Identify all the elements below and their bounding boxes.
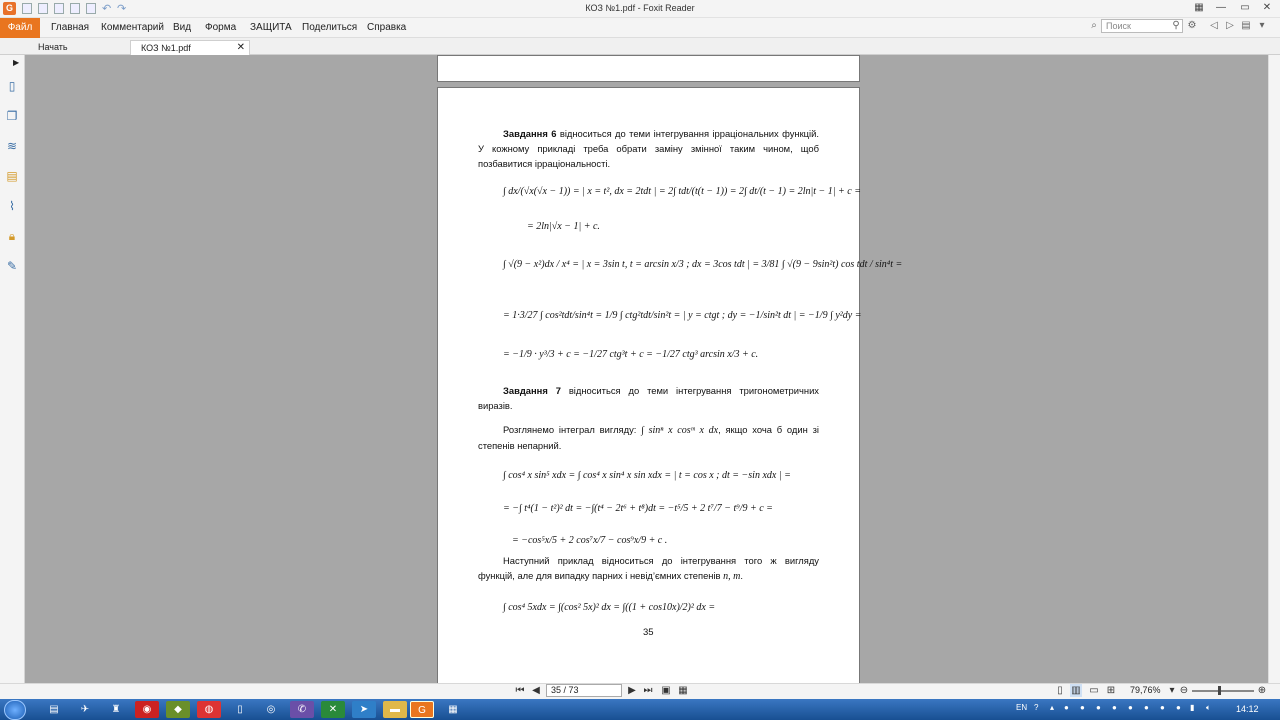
equation-5: ∫ cos⁴ x sin⁵ xdx = ∫ cos⁴ x sin⁴ x sin xdx = | t = cos x ; dt = −sin xdx | = xyxy=(503,470,791,481)
lock-icon[interactable]: 🔒︎ xyxy=(8,229,16,243)
view-mode-icon[interactable]: ▣ xyxy=(661,685,671,696)
show-hidden-icons[interactable]: ▴ xyxy=(1050,703,1055,712)
equation-2: ∫ √(9 − x²)dx / x⁴ = | x = 3sin t, t = arcsin x/3 ; dx = 3cos tdt | = 3/81 ∫ √(9 − 9sin²t) cos tdt / sin⁴t = xyxy=(503,259,903,270)
gear-icon[interactable]: ⚙ xyxy=(1187,20,1197,31)
close-tab-icon[interactable]: ✕ xyxy=(236,42,245,53)
page-number: 35 xyxy=(643,627,654,638)
tray-icon-3[interactable]: ● xyxy=(1096,703,1101,712)
task6-heading: Завдання 6 xyxy=(503,128,557,139)
menu-help[interactable]: Справка xyxy=(367,22,407,33)
task6-text: відноситься до теми інтегрування ірраціональних функцій. У кожному прикладі треба обрати заміну змінної таким чином, щоб позбавитися ірраціональності. xyxy=(478,128,819,169)
equation-7: = −cos⁵x/5 + 2 cos⁷x/7 − cos⁹x/9 + c . xyxy=(512,535,668,546)
next-example-paragraph xyxy=(478,553,819,584)
zoom-in-icon[interactable]: ⊕ xyxy=(1257,685,1267,696)
tray-icon-5[interactable]: ● xyxy=(1128,703,1133,712)
next-example-end: . xyxy=(740,570,743,581)
explorer-taskbar-icon[interactable]: ▤ xyxy=(49,704,59,715)
volume-icon[interactable]: 🔈︎ xyxy=(1206,703,1211,712)
last-page-icon[interactable]: ⏭ xyxy=(643,685,653,696)
telegram-taskbar-icon[interactable]: ➤ xyxy=(352,701,376,718)
document-taskbar-icon[interactable]: ▯ xyxy=(237,704,243,715)
single-page-icon[interactable]: ▯ xyxy=(1057,685,1063,696)
integral-form-paragraph xyxy=(478,422,819,453)
expand-panel-icon[interactable]: ▶ xyxy=(13,58,20,67)
zoom-slider[interactable] xyxy=(1192,690,1254,692)
app-taskbar-icon[interactable]: ◆ xyxy=(166,701,190,718)
page-number-input[interactable]: 35 / 73 xyxy=(546,684,622,697)
tray-icon-4[interactable]: ● xyxy=(1112,703,1117,712)
signature-icon[interactable]: ✎ xyxy=(6,259,18,273)
next-page-icon[interactable]: ▶ xyxy=(628,685,636,696)
pin-taskbar-icon[interactable]: ✈ xyxy=(80,704,90,715)
tray-icon-1[interactable]: ● xyxy=(1064,703,1069,712)
integral-form-text-a: Розглянемо інтеграл вигляду: xyxy=(503,424,637,435)
equation-1b: = 2ln|√x − 1| + c. xyxy=(527,221,600,232)
task7-heading: Завдання 7 xyxy=(503,385,561,396)
menu-comment[interactable]: Комментарий xyxy=(101,22,164,33)
window-title: КОЗ №1.pdf - Foxit Reader xyxy=(585,3,695,13)
mouse-taskbar-icon[interactable]: ♜ xyxy=(111,704,121,715)
calculator-taskbar-icon[interactable]: ▦ xyxy=(448,704,458,715)
integral-form-math: ∫ sinⁿ x cosᵐ x dx xyxy=(641,425,719,436)
tab-document[interactable] xyxy=(130,40,250,55)
vertical-scrollbar[interactable] xyxy=(1268,55,1280,683)
attachment-icon[interactable]: ⌇ xyxy=(9,199,15,213)
layout-icon[interactable]: ▤ xyxy=(1241,20,1251,31)
menu-protect[interactable]: ЗАЩИТА xyxy=(250,22,292,33)
continuous-view-icon[interactable]: ▦ xyxy=(678,685,688,696)
tray-icon-2[interactable]: ● xyxy=(1080,703,1085,712)
foxit-taskbar-icon[interactable]: G xyxy=(410,701,434,718)
previous-page-icon[interactable]: ◀ xyxy=(532,685,540,696)
chrome-taskbar-icon[interactable]: ◍ xyxy=(197,701,221,718)
network-taskbar-icon[interactable]: ◎ xyxy=(266,704,276,715)
viber-taskbar-icon[interactable]: ✆ xyxy=(290,701,314,718)
pages-icon[interactable]: ❐ xyxy=(6,109,18,123)
comments-icon[interactable]: ▤ xyxy=(6,169,18,183)
zoom-dropdown-icon[interactable]: ▾ xyxy=(1169,685,1175,696)
chevron-down-icon[interactable]: ▾ xyxy=(1259,20,1265,31)
file-menu-button[interactable]: Файл xyxy=(0,18,40,38)
start-button[interactable] xyxy=(4,700,26,720)
continuous-page-icon[interactable]: ▥ xyxy=(1071,685,1081,696)
search-icon[interactable]: ⚲ xyxy=(1172,20,1180,31)
close-button[interactable]: ✕ xyxy=(1262,2,1272,13)
language-indicator[interactable]: EN xyxy=(1016,703,1028,712)
tab-start[interactable] xyxy=(28,40,128,55)
windows-taskbar xyxy=(0,699,1280,720)
undo-icon[interactable]: ↶ xyxy=(102,3,112,15)
task6-paragraph xyxy=(478,126,819,171)
help-tray-icon[interactable]: ? xyxy=(1034,703,1039,712)
equation-6: = −∫ t⁴(1 − t²)² dt = −∫(t⁴ − 2t⁶ + t⁸)dt = −t⁵/5 + 2 t⁷/7 − t⁹/9 + c = xyxy=(503,503,773,514)
next-example-math: n, m xyxy=(723,571,741,582)
task7-text: відноситься до теми інтегрування тригонометричних виразів. xyxy=(478,385,819,411)
ribbon-layout-icon[interactable]: ▦ xyxy=(1194,2,1204,13)
equation-3: = 1·3/27 ∫ cos²tdt/sin⁴t = 1/9 ∫ ctg²tdt/sin²t = | y = ctgt ; dy = −1/sin²t dt | = −1/9 ∫ y²dy = xyxy=(503,310,862,321)
zoom-slider-thumb[interactable] xyxy=(1218,686,1221,695)
menu-view[interactable]: Вид xyxy=(173,22,192,33)
facing-pages-icon[interactable]: ▭ xyxy=(1089,685,1099,696)
minimize-button[interactable]: — xyxy=(1216,2,1226,13)
foxit-app-icon[interactable]: G xyxy=(3,2,16,15)
tray-icon-8[interactable]: ● xyxy=(1176,703,1181,712)
zoom-level[interactable]: 79,76% xyxy=(1130,685,1161,695)
first-page-icon[interactable]: ⏮ xyxy=(515,685,525,696)
task7-paragraph xyxy=(478,383,819,413)
equation-4: = −1/9 · y³/3 + c = −1/27 ctg³t + c = −1/27 ctg³ arcsin x/3 + c. xyxy=(503,349,759,360)
redo-icon[interactable]: ↷ xyxy=(117,3,127,15)
find-tool-icon[interactable]: ⌕ xyxy=(1091,20,1097,31)
integral-form-text-b: , якщо хоча б один зі степенів непарний. xyxy=(478,424,820,451)
maximize-button[interactable]: ▭ xyxy=(1240,2,1250,13)
back-icon[interactable]: ◁ xyxy=(1210,20,1218,31)
previous-page xyxy=(437,55,860,82)
zoom-out-icon[interactable]: ⊖ xyxy=(1179,685,1189,696)
network-tray-icon[interactable]: ▮ xyxy=(1190,703,1195,712)
tab-document-label: КОЗ №1.pdf xyxy=(141,43,191,53)
forward-icon[interactable]: ▷ xyxy=(1226,20,1234,31)
excel-taskbar-icon[interactable]: ✕ xyxy=(321,701,345,718)
menu-share[interactable]: Поделиться xyxy=(302,22,358,33)
layers-icon[interactable]: ≋ xyxy=(6,139,18,153)
tray-icon-7[interactable]: ● xyxy=(1160,703,1165,712)
continuous-facing-icon[interactable]: ⊞ xyxy=(1106,685,1116,696)
search-input[interactable]: Поиск xyxy=(1101,19,1183,33)
tray-icon-6[interactable]: ● xyxy=(1144,703,1149,712)
tab-start-label: Начать xyxy=(38,42,68,52)
title-bar xyxy=(0,0,1280,18)
media-taskbar-icon[interactable]: ◉ xyxy=(135,701,159,718)
clock[interactable]: 14:12 xyxy=(1236,704,1259,714)
next-example-text: Наступний приклад відноситься до інтегрування того ж вигляду функцій, але для випадку парних і невід’ємних степенів xyxy=(478,555,819,581)
folder-taskbar-icon[interactable]: ▬ xyxy=(383,701,407,718)
menu-form[interactable]: Форма xyxy=(205,22,237,33)
bookmark-icon[interactable]: ▯ xyxy=(8,79,16,93)
equation-1a: ∫ dx/(√x(√x − 1)) = | x = t², dx = 2tdt | = 2∫ tdt/(t(t − 1)) = 2∫ dt/(t − 1) = 2ln|t − 1| + c = xyxy=(503,186,861,197)
menu-home[interactable]: Главная xyxy=(51,22,90,33)
equation-8: ∫ cos⁴ 5xdx = ∫(cos² 5x)² dx = ∫((1 + cos10x)/2)² dx = xyxy=(503,602,716,613)
